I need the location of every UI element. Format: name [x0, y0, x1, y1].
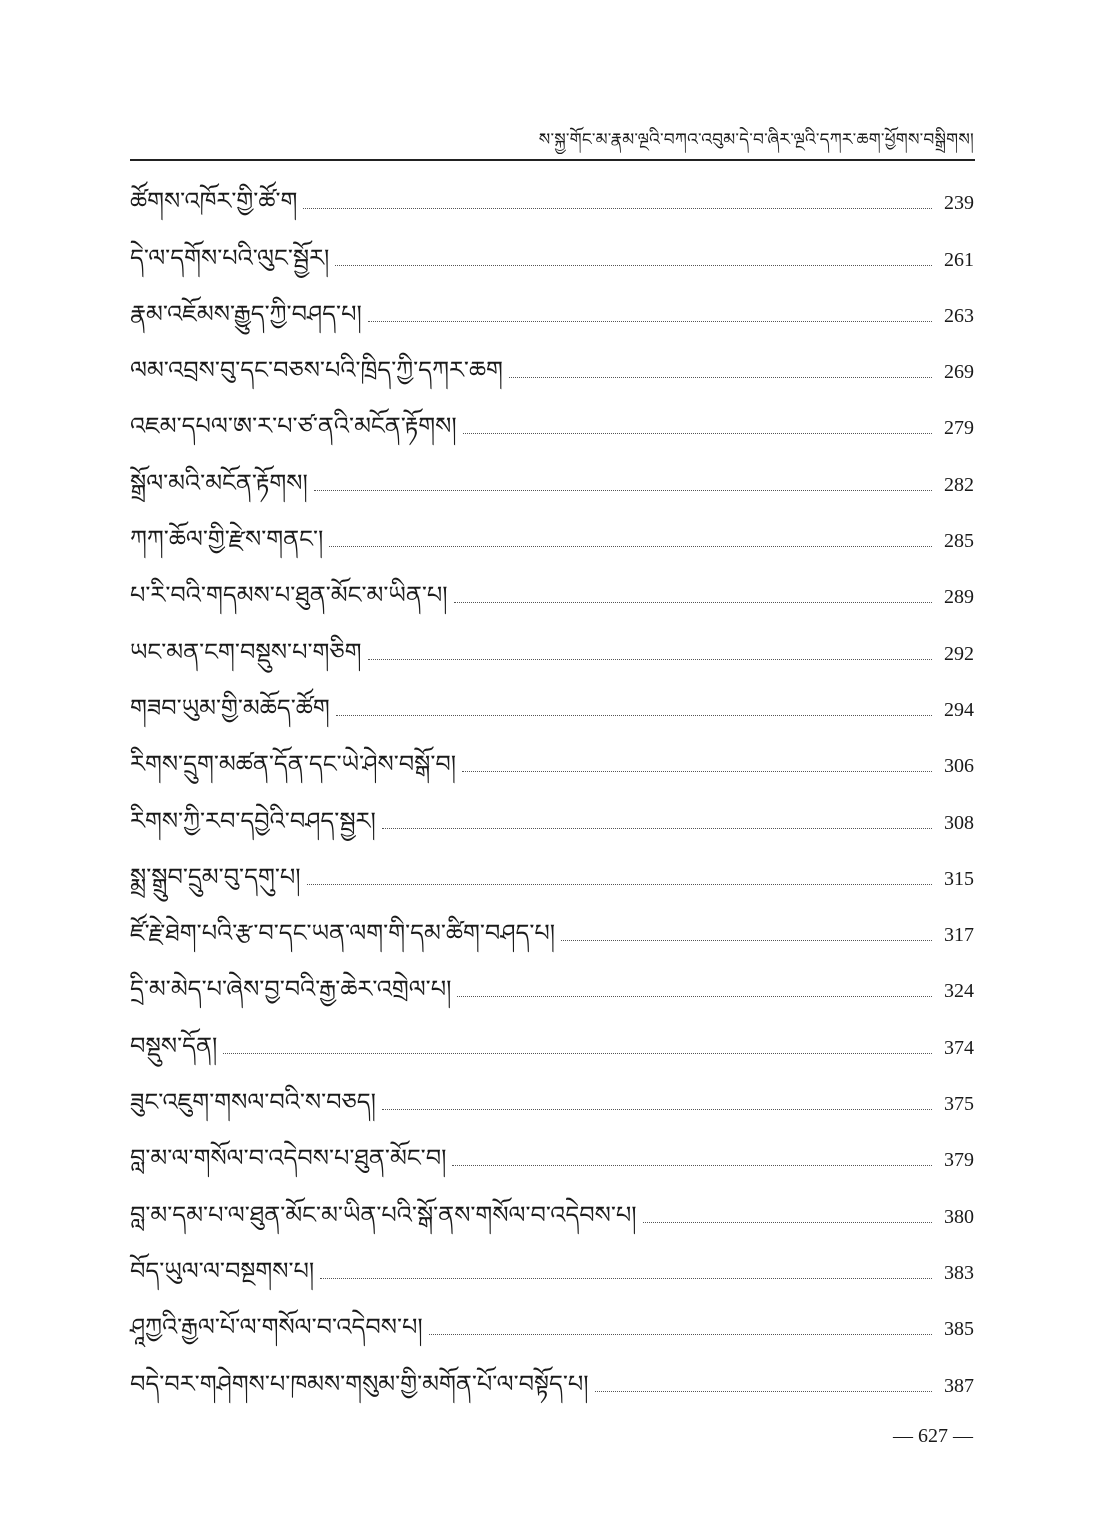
toc-entry[interactable]: [130, 174, 974, 230]
toc-dot-leader: [368, 321, 932, 322]
toc-dot-leader: [223, 1053, 932, 1054]
toc-entry-title: སྨྲ་སྒྲུབ་དྲུམ་བུ་དགུ་པ།: [130, 862, 301, 891]
toc-entry-page: 282: [944, 473, 974, 496]
toc-dot-leader: [509, 377, 932, 378]
toc-dot-leader: [429, 1334, 932, 1335]
toc-dot-leader: [462, 771, 932, 772]
toc-dot-leader: [452, 1165, 932, 1166]
toc-entry[interactable]: [130, 1018, 974, 1074]
toc-entry[interactable]: [130, 737, 974, 793]
toc-entry[interactable]: [130, 1244, 974, 1300]
toc-entry-page: 306: [944, 755, 974, 778]
toc-dot-leader: [463, 433, 932, 434]
toc-entry-title: དྲི་མ་མེད་པ་ཞེས་བྱ་བའི་རྒྱ་ཆེར་འགྲེལ་པ།: [130, 975, 452, 1004]
toc-entry-title: བླ་མ་དམ་པ་ལ་ཐུན་མོང་མ་ཡིན་པའི་སྒོ་ནས་གསོལ་བ་འདེབས་པ།: [130, 1200, 637, 1229]
toc-dot-leader: [307, 884, 932, 885]
toc-entry-title: ཚོགས་འཁོར་གྱི་ཚོ་ག: [130, 187, 298, 216]
toc-entry-title: བདེ་བར་གཤེགས་པ་ཁམས་གསུམ་གྱི་མགོན་པོ་ལ་བསྟོད་པ།: [130, 1369, 589, 1398]
toc-entry-page: 324: [944, 980, 974, 1003]
toc-dot-leader: [368, 659, 932, 660]
toc-entry[interactable]: [130, 681, 974, 737]
toc-entry[interactable]: [130, 230, 974, 286]
toc-entry[interactable]: [130, 962, 974, 1018]
header-rule: [130, 159, 975, 161]
toc-dot-leader: [457, 996, 932, 997]
toc-entry-page: 387: [944, 1374, 974, 1397]
toc-dot-leader: [335, 265, 932, 266]
toc-entry-page: 315: [944, 867, 974, 890]
toc-dot-leader: [314, 490, 932, 491]
toc-entry[interactable]: [130, 1300, 974, 1356]
toc-entry-title: ལམ་འབྲས་བུ་དང་བཅས་པའི་ཁྲིད་ཀྱི་དཀར་ཆག: [130, 356, 503, 385]
toc-entry-title: བསྡུས་དོན།: [130, 1031, 218, 1060]
toc-dot-leader: [382, 828, 932, 829]
toc-entry[interactable]: [130, 399, 974, 455]
toc-entry[interactable]: [130, 568, 974, 624]
toc-entry[interactable]: [130, 906, 974, 962]
toc-entry-title: ཡང་མན་ངག་བསྡུས་པ་གཅིག: [130, 637, 362, 666]
toc-entry-page: 317: [944, 924, 974, 947]
toc-entry-title: གཟབ་ཡུམ་གྱི་མཆོད་ཚོག: [130, 693, 330, 722]
toc-entry-title: ཛོ་རྗེ་ཐེག་པའི་རྩ་བ་དང་ཡན་ལག་གི་དམ་ཚིག་བཤད་པ།: [130, 919, 556, 948]
toc-entry-page: 294: [944, 698, 974, 721]
toc-dot-leader: [382, 1109, 932, 1110]
toc-dot-leader: [454, 602, 932, 603]
toc-entry[interactable]: [130, 1075, 974, 1131]
toc-entry-page: 285: [944, 530, 974, 553]
toc-entry[interactable]: [130, 287, 974, 343]
toc-entry-title: འཇམ་དཔལ་ཨ་ར་པ་ཙ་ནའི་མངོན་རྟོགས།: [130, 412, 457, 441]
toc-entry-page: 289: [944, 586, 974, 609]
toc-entry-title: སྒྲོལ་མའི་མངོན་རྟོགས།: [130, 468, 308, 497]
toc-dot-leader: [595, 1391, 932, 1392]
toc-entry-page: 379: [944, 1149, 974, 1172]
toc-dot-leader: [320, 1278, 932, 1279]
toc-entry-page: 261: [944, 248, 974, 271]
toc-dot-leader: [336, 715, 932, 716]
toc-entry-page: 292: [944, 642, 974, 665]
toc-entry-page: 374: [944, 1036, 974, 1059]
toc-entry[interactable]: [130, 455, 974, 511]
page-number: — 627 —: [893, 1425, 973, 1447]
toc-entry-page: 385: [944, 1318, 974, 1341]
toc-entry-title: རྣམ་འཇོམས་རྒྱུད་ཀྱི་བཤད་པ།: [130, 299, 362, 328]
toc-dot-leader: [561, 940, 932, 941]
toc-entry-page: 375: [944, 1093, 974, 1116]
toc-entry-page: 263: [944, 304, 974, 327]
toc-entry[interactable]: [130, 343, 974, 399]
toc-entry-title: རིགས་དྲུག་མཚན་དོན་དང་ཡེ་ཤེས་བསྒོ་བ།: [130, 750, 457, 779]
toc-entry-title: བླ་མ་ལ་གསོལ་བ་འདེབས་པ་ཐུན་མོང་བ།: [130, 1144, 447, 1173]
toc-entry-page: 308: [944, 811, 974, 834]
toc-entry[interactable]: [130, 512, 974, 568]
toc-entry[interactable]: [130, 850, 974, 906]
toc-entry-page: 269: [944, 361, 974, 384]
toc-entry-page: 380: [944, 1205, 974, 1228]
toc-entry-title: བོད་ཡུལ་ལ་བསྔགས་པ།: [130, 1256, 315, 1285]
toc-entry-page: 383: [944, 1261, 974, 1284]
toc-dot-leader: [643, 1222, 932, 1223]
toc-entry[interactable]: [130, 793, 974, 849]
toc-entry-title: ཟུང་འཇུག་གསལ་བའི་ས་བཅད།: [130, 1088, 376, 1117]
toc-entry-title: དེ་ལ་དགོས་པའི་ལུང་སྦྱོར།: [130, 243, 330, 272]
toc-entry[interactable]: [130, 1131, 974, 1187]
toc-dot-leader: [303, 208, 932, 209]
toc-entry-title: ཤཱཀྱའི་རྒྱལ་པོ་ལ་གསོལ་བ་འདེབས་པ།: [130, 1313, 423, 1342]
toc-entry-title: ཀཀ་ཆོལ་གྱི་རྫེས་གནང་།: [130, 525, 324, 554]
toc-entry[interactable]: [130, 1187, 974, 1243]
toc-entry-page: 279: [944, 417, 974, 440]
table-of-contents: [130, 174, 974, 1413]
toc-dot-leader: [329, 546, 932, 547]
running-header: ས་སྐྱ་གོང་མ་རྣམ་ལྔའི་བཀའ་འབུམ་དེ་བ་ཞིར་ལྔའི་དཀར་ཆག་ཕྱོགས་བསྒྲིགས།: [538, 130, 974, 150]
toc-entry[interactable]: [130, 624, 974, 680]
toc-entry-title: རིགས་ཀྱི་རབ་དབྱེའི་བཤད་སྦྱར།: [130, 806, 376, 835]
toc-entry[interactable]: [130, 1356, 974, 1412]
toc-entry-page: 239: [944, 192, 974, 215]
toc-entry-title: པ་རི་བའི་གདམས་པ་ཐུན་མོང་མ་ཡིན་པ།: [130, 581, 448, 610]
